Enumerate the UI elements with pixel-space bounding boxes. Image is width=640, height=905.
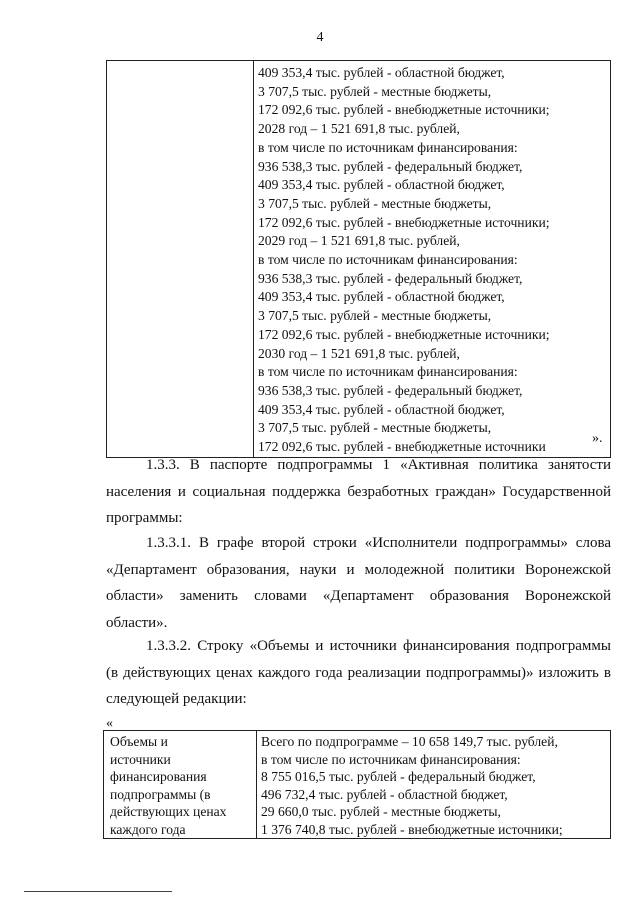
text-line: 3 707,5 тыс. рублей - местные бюджеты,: [258, 83, 492, 99]
text-line: в том числе по источникам финансирования:: [258, 139, 518, 155]
text-line: 1 376 740,8 тыс. рублей - внебюджетные источники;: [261, 821, 563, 837]
text-line: источники: [110, 751, 171, 767]
text-line: в том числе по источникам финансирования:: [261, 751, 521, 767]
text-line: 409 353,4 тыс. рублей - областной бюджет,: [258, 65, 505, 80]
text-line: 936 538,3 тыс. рублей - федеральный бюджет,: [258, 382, 523, 398]
text-line: каждого года: [110, 821, 186, 837]
text-line: 936 538,3 тыс. рублей - федеральный бюджет,: [258, 158, 523, 174]
row-label-cell: [104, 731, 257, 839]
financing-details-cell: [254, 61, 611, 458]
footnote-divider: [24, 891, 172, 892]
text-line: 29 660,0 тыс. рублей - местные бюджеты,: [261, 804, 501, 819]
text-line: Всего по подпрограмме – 10 658 149,7 тыс. рублей,: [261, 734, 558, 749]
text-line: 172 092,6 тыс. рублей - внебюджетные источники;: [258, 102, 550, 118]
opening-quote: «: [106, 716, 113, 731]
text-line: Объемы и: [110, 734, 168, 749]
paragraph-1-3-3-2: 1.3.3.2. Строку «Объемы и источники финансирования подпрограммы (в действующих ценах каждого года реализации подпрограммы)» изложить в следующей редакции:: [106, 638, 611, 707]
row-label-lines: [110, 733, 256, 838]
financing-lines: [258, 64, 610, 457]
closing-quote: ».: [592, 431, 603, 446]
text-line: 2029 год – 1 521 691,8 тыс. рублей,: [258, 233, 460, 249]
text-line: 409 353,4 тыс. рублей - областной бюджет,: [258, 177, 505, 193]
text-line: 172 092,6 тыс. рублей - внебюджетные источники;: [258, 326, 550, 342]
text-line: 8 755 016,5 тыс. рублей - федеральный бюджет,: [261, 769, 536, 784]
text-line: 3 707,5 тыс. рублей - местные бюджеты,: [258, 308, 492, 324]
text-line: 3 707,5 тыс. рублей - местные бюджеты,: [258, 195, 492, 211]
text-line: финансирования: [110, 769, 207, 784]
financing-lines: [261, 733, 610, 838]
text-line: 172 092,6 тыс. рублей - внебюджетные источники;: [258, 214, 550, 230]
text-line: 2030 год – 1 521 691,8 тыс. рублей,: [258, 345, 460, 361]
page-number: 4: [316, 30, 324, 45]
text-line: 496 732,4 тыс. рублей - областной бюджет,: [261, 786, 508, 802]
table-cell-empty: [107, 61, 254, 458]
financing-details-cell: [257, 731, 611, 839]
text-line: 2028 год – 1 521 691,8 тыс. рублей,: [258, 121, 460, 137]
text-line: в том числе по источникам финансирования:: [258, 364, 518, 380]
financing-table-continued: [106, 60, 611, 458]
financing-table-new: [103, 730, 611, 839]
text-line: подпрограммы (в: [110, 786, 211, 802]
text-line: 3 707,5 тыс. рублей - местные бюджеты,: [258, 420, 492, 436]
text-line: 409 353,4 тыс. рублей - областной бюджет,: [258, 401, 505, 417]
text-line: действующих ценах: [110, 804, 227, 819]
paragraph-1-3-3-1: 1.3.3.1. В графе второй строки «Исполнители подпрограммы» слова «Департамент образования, науки и молодежной политики Воронежской области» заменить словами «Департамент образования Воронежской области».: [106, 535, 611, 631]
text-line: 936 538,3 тыс. рублей - федеральный бюджет,: [258, 270, 523, 286]
text-line: 172 092,6 тыс. рублей - внебюджетные источники: [258, 439, 546, 455]
paragraph-1-3-3: 1.3.3. В паспорте подпрограммы 1 «Активная политика занятости населения и социальная поддержка безработных граждан» Государственной программы:: [106, 457, 611, 526]
text-line: в том числе по источникам финансирования:: [258, 252, 518, 268]
text-line: 409 353,4 тыс. рублей - областной бюджет,: [258, 289, 505, 305]
